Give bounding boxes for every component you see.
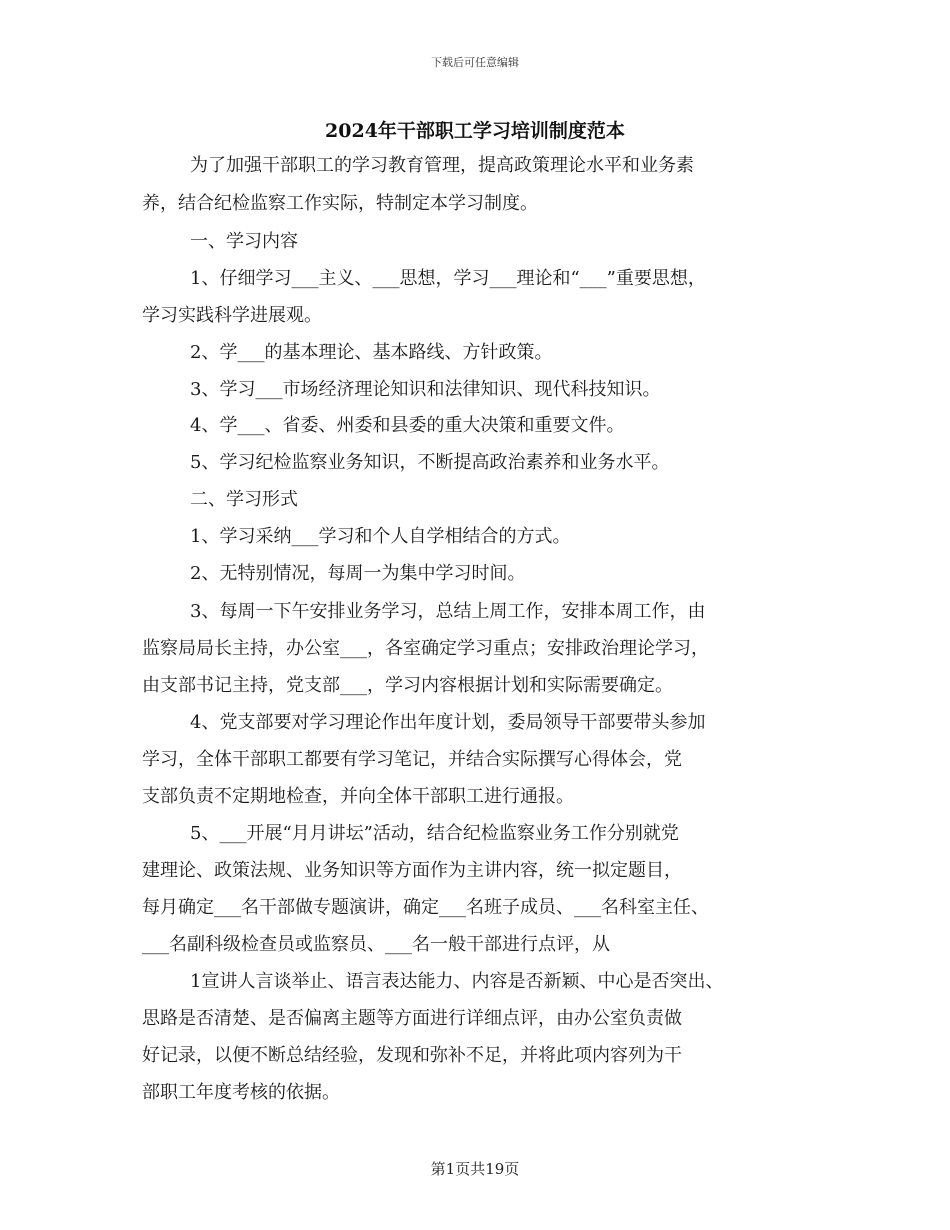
body-line: 学习实践科学进展观。 [142, 305, 322, 326]
page-number-footer: 第1页共19页 [430, 1160, 520, 1178]
body-line: 5、学习纪检监察业务知识，不断提高政治素养和业务水平。 [190, 452, 670, 473]
section-heading: 一、学习内容 [190, 231, 298, 252]
body-line: 监察局局长主持，办公室___，各室确定学习重点；安排政治理论学习， [142, 638, 709, 659]
body-line: 1、仔细学习___主义、___思想，学习___理论和“___”重要思想， [190, 268, 706, 289]
body-line: ___名副科级检查员或监察员、___名一般干部进行点评，从 [142, 934, 610, 955]
body-line: 4、党支部要对学习理论作出年度计划，委局领导干部要带头参加 [190, 712, 706, 733]
body-line: 思路是否清楚、是否偏离主题等方面进行详细点评，由办公室负责做 [142, 1008, 682, 1029]
body-line: 1宣讲人言谈举止、语言表达能力、内容是否新颖、中心是否突出、 [190, 971, 724, 992]
body-line: 养，结合纪检监察工作实际，特制定本学习制度。 [142, 193, 538, 214]
header-note: 下载后可任意编辑 [431, 56, 519, 69]
body-line: 部职工年度考核的依据。 [142, 1082, 340, 1103]
body-line: 2、学___的基本理论、基本路线、方针政策。 [190, 342, 553, 363]
body-line: 3、每周一下午安排业务学习，总结上周工作，安排本周工作，由 [190, 601, 706, 622]
body-line: 建理论、政策法规、业务知识等方面作为主讲内容，统一拟定题目， [142, 860, 682, 881]
document-title: 2024年干部职工学习培训制度范本 [325, 120, 625, 142]
body-line: 4、学___、省委、州委和县委的重大决策和重要文件。 [190, 415, 625, 436]
section-heading: 二、学习形式 [190, 489, 298, 510]
body-line: 学习，全体干部职工都要有学习笔记，并结合实际撰写心得体会，党 [142, 749, 682, 770]
body-line: 2、无特别情况，每周一为集中学习时间。 [190, 563, 526, 584]
body-line: 由支部书记主持，党支部___，学习内容根据计划和实际需要确定。 [142, 675, 673, 696]
body-line: 为了加强干部职工的学习教育管理，提高政策理论水平和业务素 [190, 155, 694, 176]
body-line: 支部负责不定期地检查，并向全体干部职工进行通报。 [142, 786, 574, 807]
body-line: 3、学习___市场经济理论知识和法律知识、现代科技知识。 [190, 379, 661, 400]
body-line: 每月确定___名干部做专题演讲，确定___名班子成员、___名科室主任、 [142, 897, 709, 918]
body-line: 5、___开展“月月讲坛”活动，结合纪检监察业务工作分别就党 [190, 823, 679, 844]
body-line: 好记录，以便不断总结经验，发现和弥补不足，并将此项内容列为干 [142, 1045, 682, 1066]
body-line: 1、学习采纳___学习和个人自学相结合的方式。 [190, 526, 571, 547]
